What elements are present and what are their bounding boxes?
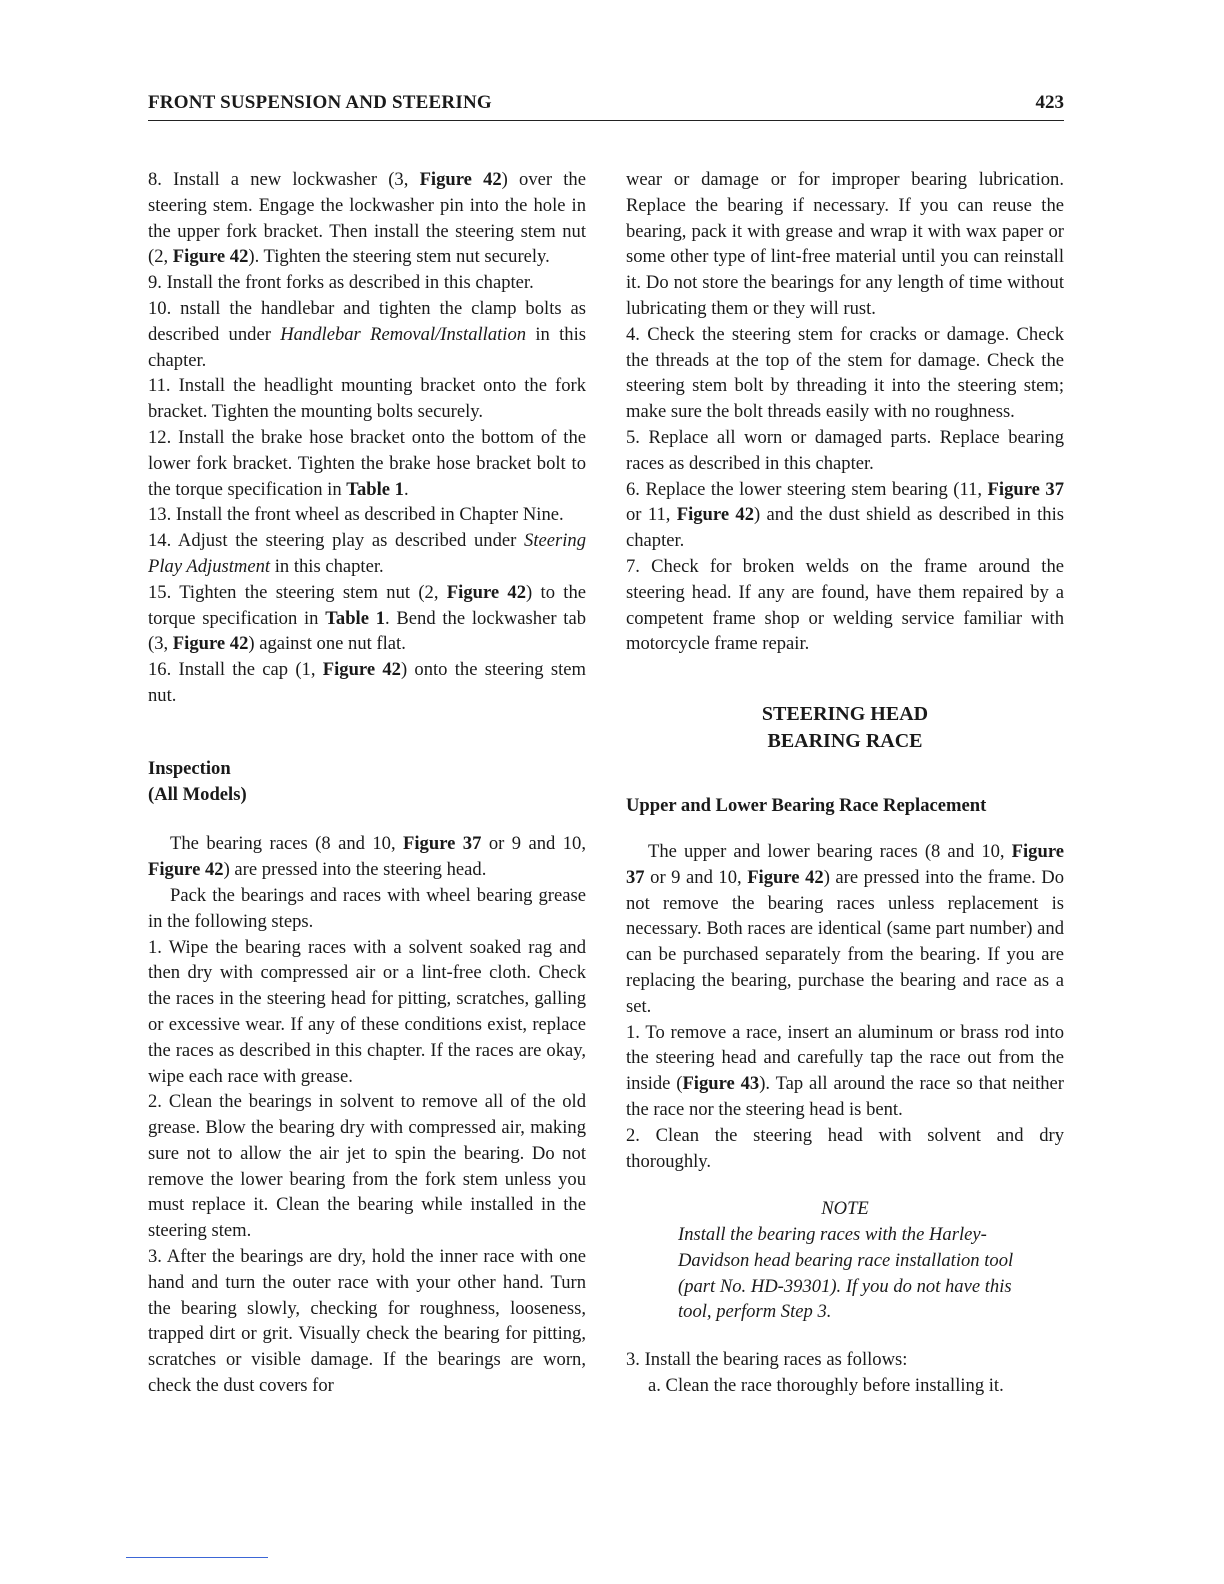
race-step-3a: a. Clean the race thoroughly before installing it.	[648, 1375, 1004, 1397]
inspection-step-5: 5. Replace all worn or damaged parts. Replace bearing races as described in this chapter.	[626, 426, 1064, 474]
step-12: 12. Install the brake hose bracket onto the bottom of the lower fork bracket. Tighten the brake hose bracket bolt to the torque specification in Table 1.	[148, 426, 586, 500]
step-16: 16. Install the cap (1, Figure 42) onto the steering stem nut.	[148, 659, 586, 706]
section-heading: STEERING HEAD BEARING RACE	[761, 703, 929, 753]
step-9: 9. Install the front forks as described in this chapter.	[148, 272, 534, 294]
step-14: 14. Adjust the steering play as described under Steering Play Adjustment in this chapter.	[148, 530, 586, 577]
note-title: NOTE	[821, 1198, 869, 1220]
inspection-step-3-continued: wear or damage or for improper bearing lubrication. Replace the bearing if necessary. If you can reuse the bearing, pack it with grease and wrap it with wax paper or some other type of lint-free material until you can reinstall it. Do not store the bearings for any length of time without lubricating them or they will rust.	[626, 169, 1064, 319]
page-header	[148, 92, 1064, 121]
running-header-title: FRONT SUSPENSION AND STEERING	[148, 92, 492, 113]
race-step-2: 2. Clean the steering head with solvent and dry thoroughly.	[626, 1124, 1064, 1172]
step-8: 8. Install a new lockwasher (3, Figure 42) over the steering stem. Engage the lockwasher pin into the hole in the upper fork bracket. Then install the steering stem nut (2, Figure 42). Tighten the steering stem nut securely.	[148, 169, 586, 268]
right-column	[626, 167, 1064, 1399]
step-11: 11. Install the headlight mounting bracket onto the fork bracket. Tighten the mounting bolts securely.	[148, 375, 586, 423]
note-body: Install the bearing races with the Harley-Davidson head bearing race installation tool (part No. HD-39301). If you do not have this tool, perform Step 3.	[678, 1224, 1014, 1323]
left-column	[148, 167, 586, 1399]
race-step-1: 1. To remove a race, insert an aluminum or brass rod into the steering head and carefully tap the race out from the inside (Figure 43). Tap all around the race so that neither the race nor the steering head is bent.	[626, 1021, 1064, 1120]
races-paragraph: The bearing races (8 and 10, Figure 37 or 9 and 10, Figure 42) are pressed into the steering head.	[148, 833, 586, 881]
step-10: 10. nstall the handlebar and tighten the clamp bolts as described under Handlebar Removal/Installation in this chapter.	[148, 297, 586, 371]
step-13: 13. Install the front wheel as described in Chapter Nine.	[148, 504, 564, 526]
page-number: 423	[1035, 92, 1064, 113]
sub-heading: Upper and Lower Bearing Race Replacement	[626, 795, 987, 817]
inspection-heading: Inspection (All Models)	[148, 757, 247, 805]
inspection-step-6: 6. Replace the lower steering stem bearing (11, Figure 37 or 11, Figure 42) and the dust shield as described in this chapter.	[626, 478, 1064, 552]
race-intro-paragraph: The upper and lower bearing races (8 and 10, Figure 37 or 9 and 10, Figure 42) are pressed into the frame. Do not remove the bearing races unless replacement is necessary. Both races are identical (same part number) and can be purchased separately from the bearing. If you are replacing the bearing, purchase the bearing and race as a set.	[626, 840, 1064, 1017]
inspection-step-7: 7. Check for broken welds on the frame around the steering head. If any are found, have them repaired by a competent frame shop or welding service familiar with motorcycle frame repair.	[626, 555, 1064, 655]
footer-rule	[126, 1557, 268, 1558]
inspection-step-4: 4. Check the steering stem for cracks or damage. Check the threads at the top of the stem for damage. Check the steering stem bolt by threading it into the steering stem; make sure the bolt threads easily with no roughness.	[626, 323, 1064, 423]
pack-paragraph: Pack the bearings and races with wheel bearing grease in the following steps.	[148, 884, 586, 932]
inspection-step-2: 2. Clean the bearings in solvent to remove all of the old grease. Blow the bearing dry with compressed air, making sure not to allow the air jet to spin the bearing. Do not remove the lower bearing from the fork stem unless you must replace it. Clean the bearing while installed in the steering stem.	[148, 1091, 586, 1242]
inspection-step-1: 1. Wipe the bearing races with a solvent soaked rag and then dry with compressed air or a lint-free cloth. Check the races in the steering head for pitting, scratches, galling or excessive wear. If any of these conditions exist, replace the races as described in this chapter. If the races are okay, wipe each race with grease.	[148, 936, 586, 1087]
race-step-3: 3. Install the bearing races as follows:	[626, 1349, 908, 1371]
inspection-step-3: 3. After the bearings are dry, hold the inner race with one hand and turn the outer race with your other hand. Turn the bearing slowly, checking for roughness, looseness, trapped dirt or grit. Visually check the bearing for pitting, scratches or visible damage. If the bearings are worn, check the dust covers for	[148, 1246, 586, 1397]
step-15: 15. Tighten the steering stem nut (2, Figure 42) to the torque specification in Table 1. Bend the lockwasher tab (3, Figure 42) against one nut flat.	[148, 581, 587, 655]
